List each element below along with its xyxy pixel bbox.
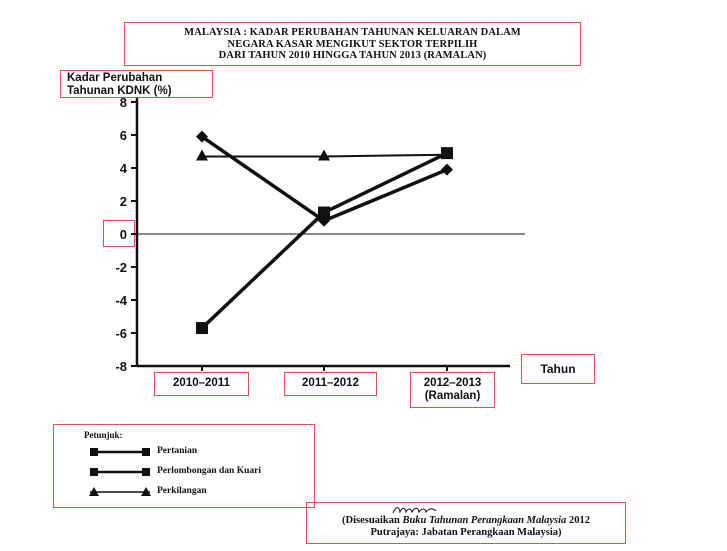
data-point-triangle <box>196 149 208 160</box>
data-point-square <box>318 207 330 219</box>
x-tick-label: 2010–2011 <box>173 377 230 389</box>
legend-swatch-square <box>87 445 153 459</box>
chart-title: MALAYSIA : KADAR PERUBAHAN TAHUNAN KELUARAN DALAM NEGARA KASAR MENGIKUT SEKTOR TERPILIH DARI TAHUN 2010 HINGGA TAHUN 2013 (RAMALAN) <box>184 27 521 61</box>
source-text <box>307 515 625 538</box>
legend-item-perkilangan <box>82 483 308 501</box>
legend-item-pertanian <box>82 443 308 461</box>
x-tick-label: 2011–2012 <box>302 377 359 389</box>
y-tick-label: -6 <box>115 326 127 341</box>
data-point-triangle <box>318 149 330 160</box>
y-axis-label: Kadar Perubahan Tahunan KDNK (%) <box>67 72 172 97</box>
legend-swatch-square <box>87 465 153 479</box>
series-lines <box>202 137 447 328</box>
legend-item-perlombongan <box>82 463 308 481</box>
y-tick-label: 0 <box>119 227 127 242</box>
data-point-square <box>196 322 208 334</box>
y-tick-label: -4 <box>115 293 127 308</box>
data-point-diamond <box>441 164 453 176</box>
series-line-1 <box>202 153 447 328</box>
y-tick-label: 4 <box>119 161 127 176</box>
source-line2: Putrajaya: Jabatan Perangkaan Malaysia) <box>370 526 562 538</box>
source-year: 2012 <box>566 515 590 526</box>
source-prefix: (Disesuaikan <box>342 515 403 526</box>
source-box <box>306 502 626 544</box>
legend-title: Petunjuk: <box>84 430 123 440</box>
x-axis-label: Tahun <box>540 362 576 376</box>
legend-label: Perkilangan <box>157 486 207 496</box>
y-tick-label: -2 <box>115 260 127 275</box>
y-tick-label: -8 <box>115 359 127 374</box>
source-book: Buku Tahunan Perangkaan Malaysia <box>402 515 567 526</box>
chart-axes <box>115 95 525 374</box>
legend-box <box>53 424 315 508</box>
y-tick-label: 6 <box>119 128 127 143</box>
y-tick-label: 8 <box>119 95 127 110</box>
legend <box>82 441 308 503</box>
x-tick-label: 2012–2013 (Ramalan) <box>423 377 482 402</box>
y-tick-label: 2 <box>119 194 127 209</box>
legend-label: Perlombongan dan Kuari <box>157 466 261 476</box>
legend-label: Pertanian <box>157 446 198 456</box>
legend-swatch-triangle <box>87 485 153 499</box>
